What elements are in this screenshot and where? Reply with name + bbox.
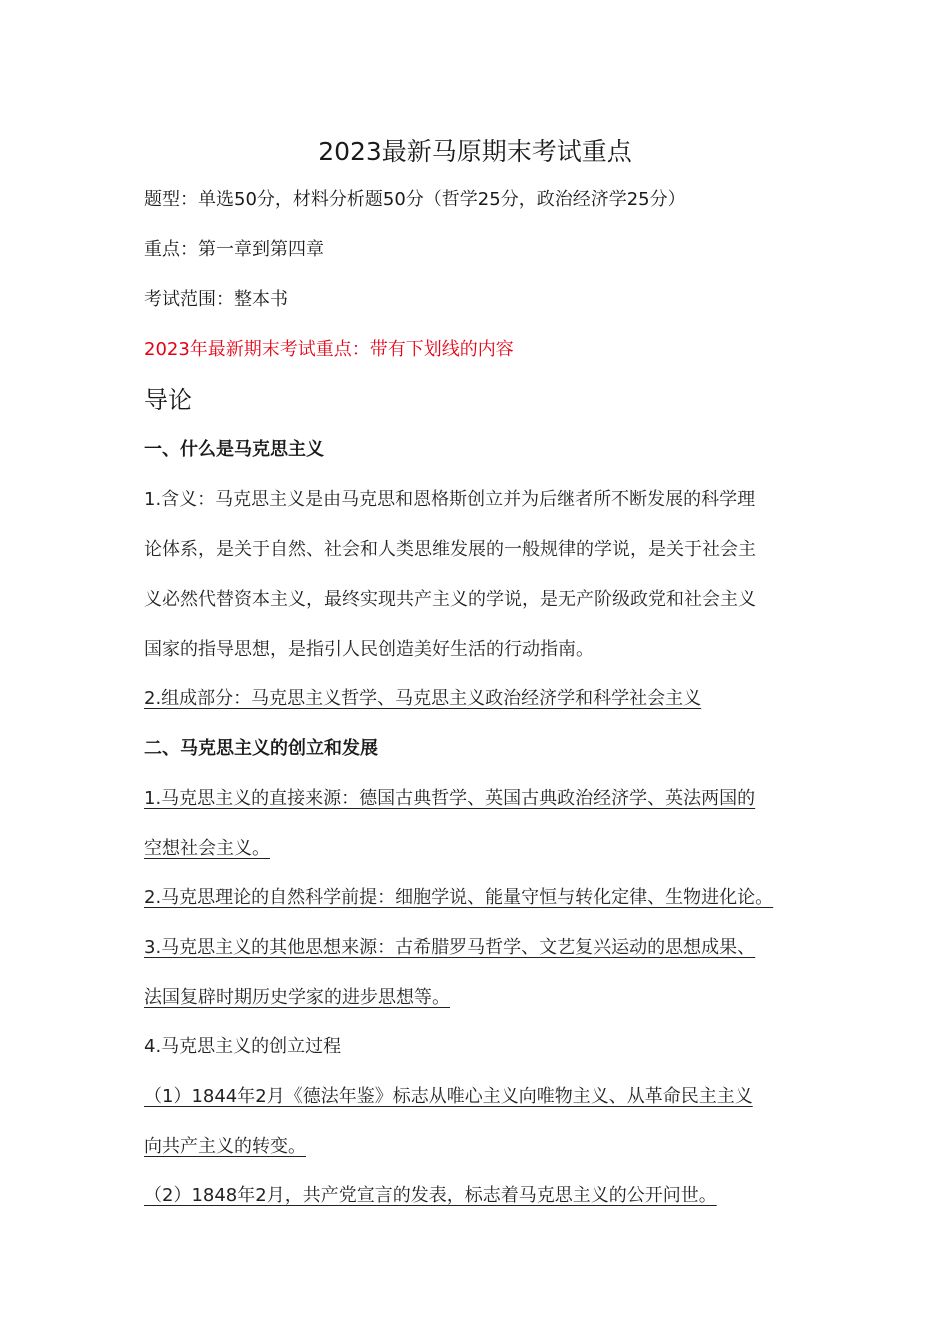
- part2-heading: 二、马克思主义的创立和发展: [144, 738, 378, 759]
- section-heading: 导论: [144, 386, 192, 414]
- premise-line: 2.马克思理论的自然科学前提：细胞学说、能量守恒与转化定律、生物进化论。: [144, 887, 774, 908]
- part1-heading: 一、什么是马克思主义: [144, 439, 324, 460]
- other-source-line: 3.马克思主义的其他思想来源：古希腊罗马哲学、文艺复兴运动的思想成果、: [144, 937, 756, 958]
- process-heading: 4.马克思主义的创立过程: [144, 1036, 342, 1057]
- source-line: 1.马克思主义的直接来源：德国古典哲学、英国古典政治经济学、英法两国的: [144, 788, 756, 809]
- definition-line: 论体系，是关于自然、社会和人类思维发展的一般规律的学说，是关于社会主: [144, 539, 756, 560]
- highlight-note: 2023年最新期末考试重点：带有下划线的内容: [144, 339, 514, 360]
- focus-range: 重点：第一章到第四章: [144, 239, 324, 260]
- definition-line: 国家的指导思想，是指引人民创造美好生活的行动指南。: [144, 639, 594, 660]
- process-item-line: （1）1844年2月《德法年鉴》标志从唯心主义向唯物主义、从革命民主主义: [144, 1086, 753, 1107]
- document-title: 2023最新马原期末考试重点: [318, 137, 632, 166]
- process-item-line: （2）1848年2月，共产党宣言的发表，标志着马克思主义的公开问世。: [144, 1185, 717, 1206]
- process-item-line: 向共产主义的转变。: [144, 1136, 306, 1157]
- other-source-line: 法国复辟时期历史学家的进步思想等。: [144, 987, 450, 1008]
- definition-line: 1.含义：马克思主义是由马克思和恩格斯创立并为后继者所不断发展的科学理: [144, 489, 756, 510]
- components-line: 2.组成部分：马克思主义哲学、马克思主义政治经济学和科学社会主义: [144, 688, 702, 709]
- source-line: 空想社会主义。: [144, 838, 270, 859]
- exam-scope: 考试范围：整本书: [144, 289, 288, 310]
- question-types: 题型：单选50分，材料分析题50分（哲学25分，政治经济学25分）: [144, 189, 686, 210]
- definition-line: 义必然代替资本主义，最终实现共产主义的学说，是无产阶级政党和社会主义: [144, 589, 756, 610]
